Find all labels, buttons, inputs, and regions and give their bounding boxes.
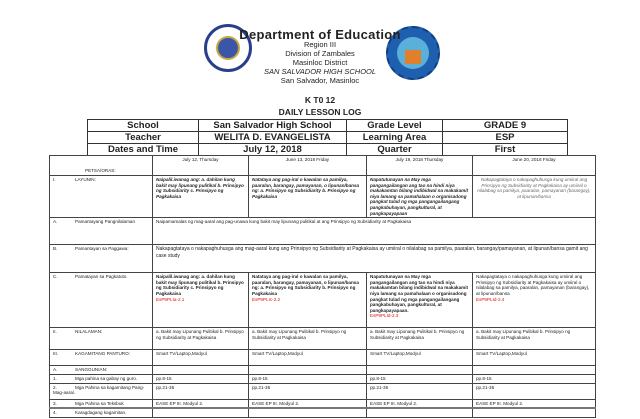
kagamitang-mag-aaral-cell: pp.21-35 [473,383,596,399]
dates-value: July 12, 2018 [199,144,347,156]
teksbuk-cell: EASE EP III. Modyul 2. [153,399,249,408]
division-line: Division of Zambales [285,49,355,58]
k-to-12-title: K T0 12 [304,95,336,105]
nilalaman-cell: a. Bakit may Lipunang Pulitikal b. Prinsipyo ng Subsidiarity at Pagkakaisa [473,328,596,350]
layunin-cell: Nakapagtataya o nakapaghuhusga kung umiiral ang Prinsipyo ng Subsidiarity at Pagkakaisa ay umiiral o nilalabag sa pamilya, paaralan, pamayanan (barangay), at lipunan/bansa [473,176,596,218]
karagdagang-label: 4. Karagdagang kagamitan. [50,408,153,417]
department-title: Department of Education [239,27,401,42]
pagkatuto-cell: Natataya ang pag-iral o kawalan sa pamilya, paaralan, barangay, pamayanan, o lipunan/bansa ng: a. Prinsipyo ng Subsidiarity b. Prinsipyo ng Pagkakaisa EsP9PLIc-2.2 [249,273,367,328]
pagkatuto-cell: Naipalil.iwanag ang: a. dahilan kung bakit may lipunang pulitikal b. Prinsipyo ng Subsidiarity c. Prinsipyo ng Pagkakaisa EsP9PLIa-2.1 [153,273,249,328]
gabay-guro-cell: pp.8-15 [473,374,596,383]
daily-lesson-log-title: DAILY LESSON LOG [278,107,362,117]
competency-code: EsP9PLIa-2.1 [156,296,185,302]
region-line: Region III [303,40,337,49]
school-name-line: SAN SALVADOR HIGH SCHOOL [263,67,377,76]
layunin-cell: Naipalil.iwanag ang: a. dahilan kung bakit may lipunang pulitikal b. Prinsipyo ng Subsidiarity c. Prinsipyo ng Pagkakaisa [153,176,249,218]
pagkatuto-label: C. Pamatayan sa Pagkatuto. [50,273,153,328]
school-value: San Salvador High School [199,120,347,132]
info-table [87,119,568,156]
kagamitan-cell: Smart TV/Laptop,Modyul [249,350,367,366]
gabay-guro-cell: pp.8-15 [153,374,249,383]
area-label: Learning Area [347,132,443,144]
kagamitan-cell: Smart TV/Laptop,Modyul [473,350,596,366]
kagamitang-mag-aaral-cell: pp.21-35 [249,383,367,399]
pangnilalaman-text: Naipamamalas ng mag-aaral ang pag-unawa kung bakit may lipunang pulitikal at ang Prinsipyo ng Subsidiarity at Pagkakaisa [153,218,596,245]
competency-code: EsP9PLId-2.3 [370,313,399,319]
pagkatuto-cell: Nakapagtataya o nakapaghuhusga kung umiiral ang Prinsipyo ng Subsidiarity at Pagkakaisa ay umiiral o nilalabag sa pamilya, paaralan, pamayanan (barangay), at lipunan/bansa EsP9PLId-2.4 [473,273,596,328]
nilalaman-label: II. NILALAMAN: [50,328,153,350]
date-col-2: June 13, 2018 Friday [249,156,367,176]
kagamitan-label: III. KAGAMITANG PANTURO: [50,350,153,366]
teksbuk-cell: EASE EP III. Modyul 2. [367,399,473,408]
teksbuk-cell: EASE EP III. Modyul 2. [249,399,367,408]
paggawa-label: B. Pamantayan sa Paggawa: [50,245,153,273]
lesson-log-table [49,155,596,418]
kagamitang-mag-aaral-label: 2. Mga Pahina sa kagamitang Pang-Mag-aaral. [50,383,153,399]
paggawa-text: Nakapagtataya o nakapaghuhusga ang mag-aaral kung ang Prinsipyo ng Subsidiarity at Pagkakaisa ay umiiral o nilalabag sa pamilya, paaralan, barangay/pamayanan, at lipunan/bansa gamit ang case study [153,245,596,273]
quarter-value: First [443,144,568,156]
date-col-3: July 19, 2018 Thursday [367,156,473,176]
layunin-cell: Napatutunayan na May mga pangangailangan ang tao na hindi niya makakamtan bilang indibidwal na makakamit niya lamang sa pamahalaan o organisadong pangkat tulad ng mga pangangailangang pangkabuhayan, pangkultural, at pangkapayapaan [367,176,473,218]
address-line: San Salvador, Masinloc [280,76,360,85]
date-col-1: July 12, Thursday [153,156,249,176]
nilalaman-cell: a. Bakit may Lipunang Pulitikal b. Prinsipyo ng Subsidiarity at Pagkakaisa [367,328,473,350]
nilalaman-cell: a. Bakit may Lipunang Pulitikal b. Prinsipyo ng Subsidiarity at Pagkakaisa [153,328,249,350]
competency-code: EsP9PLId-2.4 [476,296,505,302]
school-label: School [88,120,199,132]
nilalaman-cell: a. Bakit may Lipunang Pulitikal b. Prinsipyo ng Subsidiarity at Pagkakaisa [249,328,367,350]
grade-value: GRADE 9 [443,120,568,132]
kagamitang-mag-aaral-cell: pp.21-35 [153,383,249,399]
gabay-guro-cell: pp.8-15 [367,374,473,383]
quarter-label: Quarter [347,144,443,156]
area-value: ESP [443,132,568,144]
layunin-cell: Natataya ang pag-iral o kawalan sa pamilya, paaralan, barangay, pamayanan, o lipunan/bansa ng: a. Prinsipyo ng Subsidiarity b. Prinsipyo ng Pagkakaisa [249,176,367,218]
competency-code: EsP9PLIc-2.2 [252,296,281,302]
teacher-value: WELITA D. EVANGELISTA [199,132,347,144]
date-col-4: June 20, 2018 Friday [473,156,596,176]
kagamitan-cell: Smart TV/Laptop,Modyul [367,350,473,366]
kagamitang-mag-aaral-cell: pp.21-35 [367,383,473,399]
kagamitan-cell: Smart TV/Laptop,Modyul [153,350,249,366]
gabay-guro-label: 1. Mga pahina sa gabay ng guro. [50,374,153,383]
petsa-label: PETSA/ORAS: [50,156,153,176]
pangnilalaman-label: A. Pamantayang Pangnilalaman [50,218,153,245]
layunin-label: I. LAYUNIN: [50,176,153,218]
teacher-label: Teacher [88,132,199,144]
pagkatuto-cell: Napatutunayan na May mga pangangailangan ang tao na hindi niya makakamtan bilang indibidwal na makakamit niya lamang sa pamahalaan o organisadong pangkat tulad ng mga pangangailangang pangkabuhayan, pangkultural, at pangkapayapaan. EsP9PLId-2.3 [367,273,473,328]
district-line: Masinloc District [292,58,348,67]
teksbuk-cell: EASE EP III. Modyul 2. [473,399,596,408]
gabay-guro-cell: pp.8-15 [249,374,367,383]
grade-label: Grade Level [347,120,443,132]
sanggunian-label: A. SANGGUNIAN: [50,366,153,375]
dates-label: Dates and Time [88,144,199,156]
teksbuk-label: 3. Mga Pahina sa Teksbuk [50,399,153,408]
